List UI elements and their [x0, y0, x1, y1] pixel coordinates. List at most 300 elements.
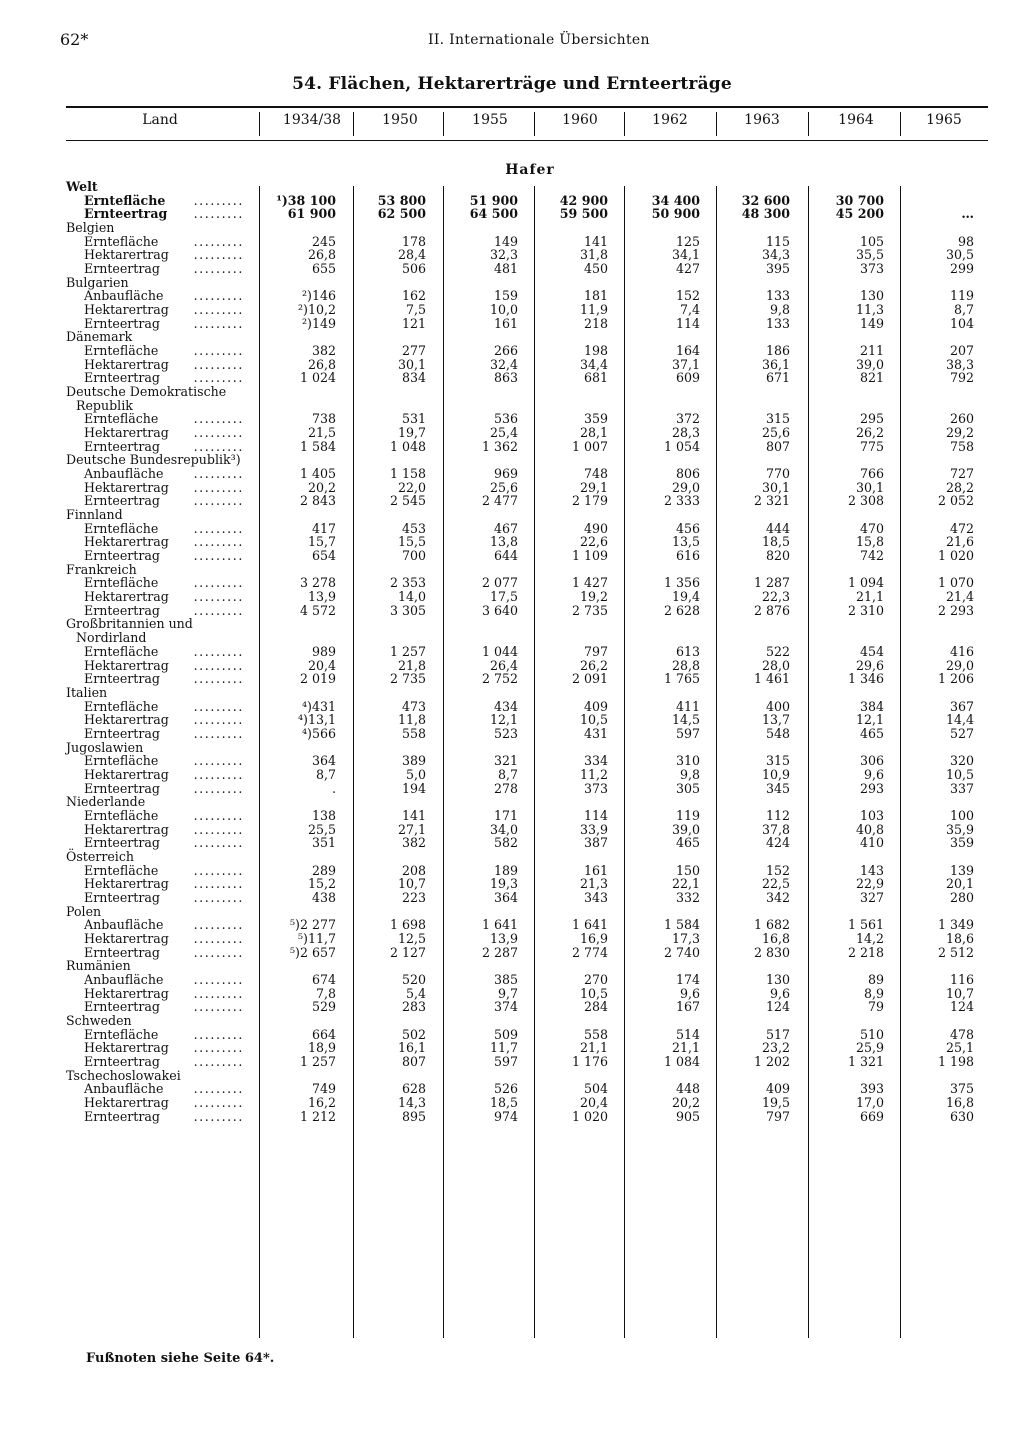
- row-label: Ernteertrag: [84, 889, 160, 905]
- table-cell: 98: [957, 233, 974, 249]
- leader-dots: .........: [193, 370, 244, 386]
- table-cell: 79: [867, 999, 884, 1015]
- table-cell: 502: [401, 1026, 426, 1042]
- table-cell: 1 287: [753, 575, 790, 591]
- table-row: [0, 645, 1024, 659]
- country-label: Finnland: [66, 507, 123, 523]
- table-cell: 30,1: [761, 479, 790, 495]
- leader-dots: .........: [193, 643, 244, 659]
- table-cell: 21,4: [945, 589, 974, 605]
- table-row: [0, 809, 1024, 823]
- table-cell: 3 640: [481, 602, 518, 618]
- table-cell: 7,4: [679, 302, 700, 317]
- table-cell: 15,7: [307, 534, 336, 550]
- table-cell: 27,1: [397, 821, 426, 837]
- table-cell: 417: [311, 520, 336, 536]
- table-cell: 345: [765, 780, 790, 796]
- table-cell: 16,8: [761, 930, 790, 946]
- row-label: Erntefläche: [84, 575, 159, 591]
- table-cell: 121: [401, 315, 426, 331]
- table-cell: 2 293: [937, 602, 974, 618]
- table-cell: 2 774: [571, 944, 608, 960]
- table-cell: 548: [765, 725, 790, 741]
- table-cell: 174: [675, 971, 700, 987]
- table-cell: 17,5: [489, 589, 518, 605]
- table-cell: 51 900: [469, 192, 518, 208]
- table-cell: 969: [493, 466, 518, 482]
- table-cell: 112: [765, 807, 790, 823]
- table-cell: 161: [493, 315, 518, 331]
- row-label: Ernteertrag: [84, 835, 160, 851]
- table-cell: 42 900: [559, 192, 608, 208]
- leader-dots: .........: [193, 602, 244, 618]
- table-cell: 2 091: [571, 671, 608, 687]
- table-cell: 427: [675, 261, 700, 276]
- table-cell: 28,8: [671, 657, 700, 673]
- table-cell: 11,2: [579, 766, 608, 782]
- table-cell: 2 308: [847, 493, 884, 509]
- table-cell: 208: [401, 862, 426, 878]
- table-cell: 448: [675, 1081, 700, 1097]
- table-row: [0, 467, 1024, 481]
- leader-dots: .........: [193, 261, 244, 276]
- table-cell: 758: [949, 438, 974, 454]
- leader-dots: .........: [193, 192, 244, 208]
- table-cell: 863: [493, 370, 518, 386]
- table-cell: 1 765: [663, 671, 700, 687]
- table-cell: 1 054: [663, 438, 700, 454]
- table-row: [0, 768, 1024, 782]
- country-label: Bulgarien: [66, 274, 129, 290]
- table-cell: 1 094: [847, 575, 884, 591]
- table-cell: 125: [675, 233, 700, 249]
- table-row: [0, 631, 1024, 645]
- table-cell: 9,7: [497, 985, 518, 1001]
- table-cell: 19,3: [489, 876, 518, 892]
- leader-dots: .........: [193, 1053, 244, 1069]
- table-cell: 283: [401, 999, 426, 1015]
- table-cell: 2 287: [481, 944, 518, 960]
- table-cell: 315: [765, 411, 790, 427]
- row-label: Erntefläche: [84, 753, 159, 769]
- leader-dots: .........: [193, 1081, 244, 1097]
- table-cell: 89: [867, 971, 884, 987]
- table-cell: 1 198: [937, 1053, 974, 1069]
- table-cell: 11,3: [855, 302, 884, 317]
- table-cell: 171: [493, 807, 518, 823]
- table-cell: 133: [765, 288, 790, 304]
- table-cell: 384: [859, 698, 884, 714]
- row-label: Ernteertrag: [84, 438, 160, 454]
- leader-dots: .........: [193, 712, 244, 728]
- table-cell: 364: [493, 889, 518, 905]
- table-cell: 351: [311, 835, 336, 851]
- table-cell: 284: [583, 999, 608, 1015]
- leader-dots: .........: [193, 315, 244, 331]
- table-cell: 8,7: [315, 766, 336, 782]
- table-cell: 32 600: [741, 192, 790, 208]
- table-cell: 526: [493, 1081, 518, 1097]
- table-cell: 39,0: [855, 356, 884, 372]
- row-label: Ernteertrag: [84, 725, 160, 741]
- table-cell: 1 427: [571, 575, 608, 591]
- leader-dots: .........: [193, 425, 244, 441]
- table-cell: 8,9: [863, 985, 884, 1001]
- table-cell: 387: [583, 835, 608, 851]
- table-cell: 25,9: [855, 1040, 884, 1056]
- table-cell: 3 305: [389, 602, 426, 618]
- table-cell: 18,5: [489, 1094, 518, 1110]
- table-cell: 655: [311, 261, 336, 276]
- row-label: Anbaufläche: [84, 917, 164, 933]
- leader-dots: .........: [193, 247, 244, 263]
- table-cell: 7,8: [315, 985, 336, 1001]
- table-cell: 797: [583, 643, 608, 659]
- leader-dots: .........: [193, 1040, 244, 1056]
- table-cell: 181: [583, 288, 608, 304]
- table-cell: 431: [583, 725, 608, 741]
- table-cell: 1 206: [937, 671, 974, 687]
- table-cell: 974: [493, 1108, 518, 1124]
- table-cell: 28,2: [945, 479, 974, 495]
- table-cell: 393: [859, 1081, 884, 1097]
- table-cell: 2 310: [847, 602, 884, 618]
- table-cell: 30,1: [397, 356, 426, 372]
- leader-dots: .........: [193, 548, 244, 564]
- table-cell: 1 461: [753, 671, 790, 687]
- table-row: [0, 836, 1024, 850]
- table-cell: 1 356: [663, 575, 700, 591]
- table-cell: 523: [493, 725, 518, 741]
- table-row: [0, 1014, 1024, 1028]
- table-cell: 13,9: [307, 589, 336, 605]
- table-cell: 34,3: [761, 247, 790, 263]
- table-cell: 20,1: [945, 876, 974, 892]
- table-cell: 681: [583, 370, 608, 386]
- page-number: 62*: [60, 30, 89, 49]
- row-label: Ernteertrag: [84, 548, 160, 564]
- table-cell: 10,5: [579, 712, 608, 728]
- table-cell: 1 007: [571, 438, 608, 454]
- table-cell: 152: [765, 862, 790, 878]
- table-cell: 766: [859, 466, 884, 482]
- table-row: [0, 782, 1024, 796]
- table-row: [0, 795, 1024, 809]
- table-cell: 467: [493, 520, 518, 536]
- table-cell: 409: [765, 1081, 790, 1097]
- table-cell: 2 218: [847, 944, 884, 960]
- table-cell: 400: [765, 698, 790, 714]
- table-cell: 527: [949, 725, 974, 741]
- table-cell: 2 752: [481, 671, 518, 687]
- table-cell: 905: [675, 1108, 700, 1124]
- leader-dots: .........: [193, 233, 244, 249]
- table-cell: 13,9: [489, 930, 518, 946]
- row-label: Erntefläche: [84, 411, 159, 427]
- table-cell: 664: [311, 1026, 336, 1042]
- table-cell: 517: [765, 1026, 790, 1042]
- table-cell: ⁴)431: [302, 698, 336, 714]
- table-cell: 26,8: [307, 247, 336, 263]
- leader-dots: .........: [193, 753, 244, 769]
- table-cell: 470: [859, 520, 884, 536]
- table-cell: 167: [675, 999, 700, 1015]
- table-cell: 389: [401, 753, 426, 769]
- table-cell: 15,2: [307, 876, 336, 892]
- table-cell: 411: [675, 698, 700, 714]
- column-header-1965: 1965: [926, 112, 962, 128]
- table-cell: 207: [949, 343, 974, 358]
- table-cell: 194: [401, 780, 426, 796]
- running-head: II. Internationale Übersichten: [428, 32, 650, 48]
- table-cell: 472: [949, 520, 974, 536]
- table-cell: 21,3: [579, 876, 608, 892]
- country-label: Niederlande: [66, 794, 146, 810]
- table-cell: 456: [675, 520, 700, 536]
- table-cell: 21,8: [397, 657, 426, 673]
- table-cell: 21,5: [307, 425, 336, 441]
- table-cell: 293: [859, 780, 884, 796]
- table-cell: 465: [859, 725, 884, 741]
- table-row: [0, 494, 1024, 508]
- table-cell: 25,5: [307, 821, 336, 837]
- leader-dots: .........: [193, 876, 244, 892]
- table-cell: 792: [949, 370, 974, 386]
- table-cell: 1 561: [847, 917, 884, 933]
- table-cell: 22,9: [855, 876, 884, 892]
- table-cell: ²)146: [302, 288, 336, 304]
- table-cell: 342: [765, 889, 790, 905]
- table-cell: ¹)38 100: [276, 192, 336, 208]
- table-cell: 506: [401, 261, 426, 276]
- table-cell: 161: [583, 862, 608, 878]
- table-cell: 454: [859, 643, 884, 659]
- row-label: Ernteertrag: [84, 671, 160, 687]
- table-cell: 989: [311, 643, 336, 659]
- table-cell: 61 900: [287, 206, 336, 222]
- table-cell: 50 900: [651, 206, 700, 222]
- table-cell: 334: [583, 753, 608, 769]
- table-cell: 17,3: [671, 930, 700, 946]
- table-cell: 29,6: [855, 657, 884, 673]
- table-cell: 327: [859, 889, 884, 905]
- table-cell: 143: [859, 862, 884, 878]
- table-cell: 21,1: [579, 1040, 608, 1056]
- table-cell: 266: [493, 343, 518, 358]
- table-cell: 260: [949, 411, 974, 427]
- table-cell: 609: [675, 370, 700, 386]
- table-row: [0, 1096, 1024, 1110]
- table-cell: 1 321: [847, 1053, 884, 1069]
- table-cell: 16,1: [397, 1040, 426, 1056]
- table-cell: 35,9: [945, 821, 974, 837]
- table-cell: 21,6: [945, 534, 974, 550]
- table-cell: 21,1: [671, 1040, 700, 1056]
- table-cell: 141: [583, 233, 608, 249]
- leader-dots: .........: [193, 411, 244, 427]
- table-cell: 424: [765, 835, 790, 851]
- table-cell: 806: [675, 466, 700, 482]
- table-cell: 22,6: [579, 534, 608, 550]
- table-cell: 9,6: [863, 766, 884, 782]
- table-cell: 1 070: [937, 575, 974, 591]
- table-cell: 28,4: [397, 247, 426, 263]
- table-cell: 1 641: [571, 917, 608, 933]
- table-row: [0, 727, 1024, 741]
- table-cell: 2 077: [481, 575, 518, 591]
- table-cell: 34,0: [489, 821, 518, 837]
- table-cell: 20,4: [307, 657, 336, 673]
- table-cell: 1 158: [389, 466, 426, 482]
- table-cell: 514: [675, 1026, 700, 1042]
- table-cell: 332: [675, 889, 700, 905]
- table-cell: 25,6: [489, 479, 518, 495]
- table-cell: 28,3: [671, 425, 700, 441]
- table-cell: 315: [765, 753, 790, 769]
- table-cell: 343: [583, 889, 608, 905]
- table-cell: 36,1: [761, 356, 790, 372]
- table-cell: 2 512: [937, 944, 974, 960]
- row-label: Hektarertrag: [84, 534, 169, 550]
- table-cell: 270: [583, 971, 608, 987]
- table-cell: 32,3: [489, 247, 518, 263]
- table-cell: 616: [675, 548, 700, 564]
- table-cell: 1 346: [847, 671, 884, 687]
- table-cell: 558: [583, 1026, 608, 1042]
- table-cell: 189: [493, 862, 518, 878]
- leader-dots: .........: [193, 807, 244, 823]
- table-cell: 34,4: [579, 356, 608, 372]
- table-cell: 11,9: [579, 302, 608, 317]
- table-cell: 25,4: [489, 425, 518, 441]
- table-cell: 245: [311, 233, 336, 249]
- table-cell: 807: [401, 1053, 426, 1069]
- table-cell: 18,9: [307, 1040, 336, 1056]
- table-cell: 509: [493, 1026, 518, 1042]
- table-cell: 33,9: [579, 821, 608, 837]
- table-cell: 1 641: [481, 917, 518, 933]
- table-cell: 105: [859, 233, 884, 249]
- row-label: Anbaufläche: [84, 466, 164, 482]
- leader-dots: .........: [193, 1108, 244, 1124]
- table-cell: 164: [675, 343, 700, 358]
- table-cell: 26,2: [855, 425, 884, 441]
- table-cell: 17,0: [855, 1094, 884, 1110]
- table-cell: 62 500: [377, 206, 426, 222]
- table-row: [0, 303, 1024, 317]
- table-cell: 504: [583, 1081, 608, 1097]
- country-label: Österreich: [66, 848, 134, 864]
- table-cell: 29,2: [945, 425, 974, 441]
- table-cell: 133: [765, 315, 790, 331]
- table-row: [0, 590, 1024, 604]
- table-cell: 1 024: [299, 370, 336, 386]
- leader-dots: .........: [193, 206, 244, 222]
- table-cell: 797: [765, 1108, 790, 1124]
- table-cell: 29,0: [945, 657, 974, 673]
- table-row: [0, 850, 1024, 864]
- table-cell: 8,7: [497, 766, 518, 782]
- section-label: Hafer: [505, 162, 555, 178]
- leader-dots: .........: [193, 999, 244, 1015]
- table-cell: 7,5: [405, 302, 426, 317]
- column-header-1934-38: 1934/38: [282, 112, 342, 128]
- table-cell: 820: [765, 548, 790, 564]
- table-cell: 25,6: [761, 425, 790, 441]
- table-cell: 16,9: [579, 930, 608, 946]
- table-cell: ⁵)2 277: [289, 917, 336, 933]
- row-label: Hektarertrag: [84, 302, 169, 317]
- row-label: Hektarertrag: [84, 356, 169, 372]
- table-cell: 410: [859, 835, 884, 851]
- row-label: Hektarertrag: [84, 425, 169, 441]
- table-cell: 35,5: [855, 247, 884, 263]
- table-row: [0, 262, 1024, 276]
- table-cell: 558: [401, 725, 426, 741]
- table-cell: 116: [949, 971, 974, 987]
- table-cell: 2 179: [571, 493, 608, 509]
- table-cell: 10,5: [945, 766, 974, 782]
- table-cell: 613: [675, 643, 700, 659]
- table-cell: 30,1: [855, 479, 884, 495]
- leader-dots: .........: [193, 917, 244, 933]
- row-label: Hektarertrag: [84, 247, 169, 263]
- table-cell: 1 176: [571, 1053, 608, 1069]
- table-cell: 103: [859, 807, 884, 823]
- leader-dots: .........: [193, 725, 244, 741]
- table-cell: 1 682: [753, 917, 790, 933]
- table-cell: 373: [583, 780, 608, 796]
- table-cell: 373: [859, 261, 884, 276]
- table-cell: 2 843: [299, 493, 336, 509]
- table-cell: 9,8: [679, 766, 700, 782]
- table-cell: 359: [583, 411, 608, 427]
- table-cell: 775: [859, 438, 884, 454]
- table-row: [0, 344, 1024, 358]
- table-row: [0, 686, 1024, 700]
- table-cell: 382: [401, 835, 426, 851]
- table-cell: 416: [949, 643, 974, 659]
- table-cell: 11,7: [489, 1040, 518, 1056]
- leader-dots: .........: [193, 671, 244, 687]
- table-cell: 895: [401, 1108, 426, 1124]
- footnote: Fußnoten siehe Seite 64*.: [86, 1351, 275, 1366]
- table-cell: 159: [493, 288, 518, 304]
- table-cell: 321: [493, 753, 518, 769]
- table-cell: 15,5: [397, 534, 426, 550]
- table-cell: 13,5: [671, 534, 700, 550]
- row-label: Ernteertrag: [84, 261, 160, 276]
- leader-dots: .........: [193, 930, 244, 946]
- row-label: Erntefläche: [84, 862, 159, 878]
- row-label: Erntefläche: [84, 698, 159, 714]
- table-cell: 1 020: [571, 1108, 608, 1124]
- table-cell: 375: [949, 1081, 974, 1097]
- table-cell: 18,6: [945, 930, 974, 946]
- table-cell: 674: [311, 971, 336, 987]
- row-label: Hektarertrag: [84, 1040, 169, 1056]
- table-cell: 16,8: [945, 1094, 974, 1110]
- table-cell: 1 202: [753, 1053, 790, 1069]
- table-cell: 834: [401, 370, 426, 386]
- leader-dots: .........: [193, 288, 244, 304]
- row-label: Ernteertrag: [84, 493, 160, 509]
- table-row: [0, 1055, 1024, 1069]
- table-cell: 337: [949, 780, 974, 796]
- row-label: Ernteertrag: [84, 944, 160, 960]
- table-cell: 2 127: [389, 944, 426, 960]
- table-cell: 40,8: [855, 821, 884, 837]
